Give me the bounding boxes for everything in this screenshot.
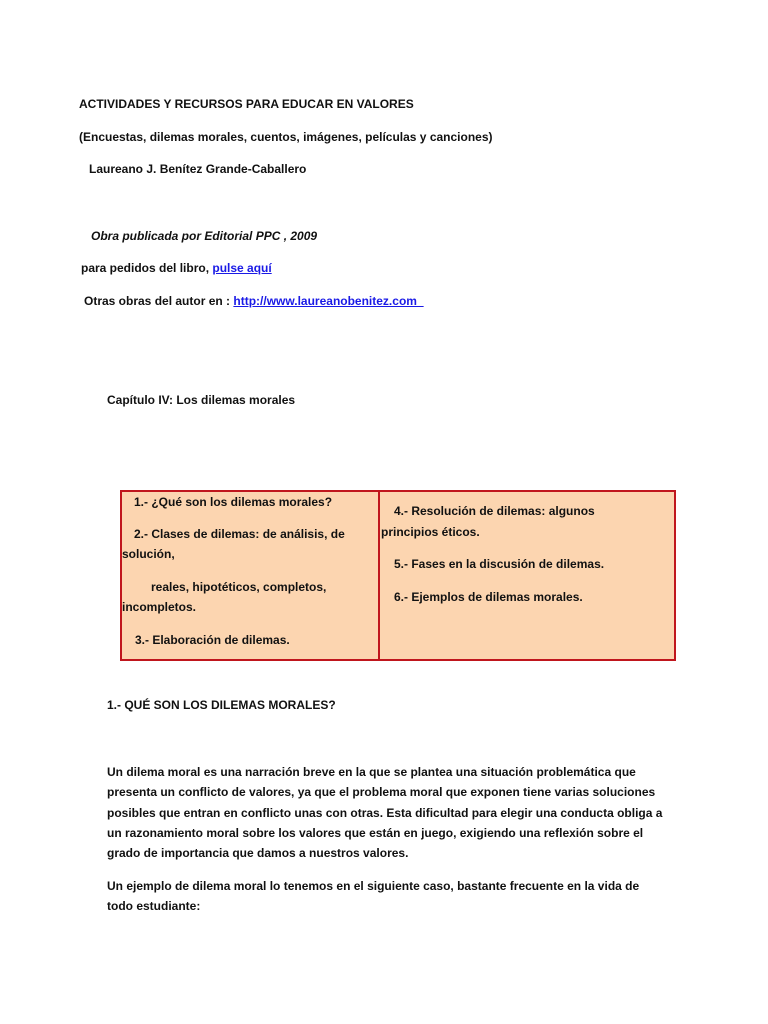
toc-item-3: 3.- Elaboración de dilemas. — [135, 633, 290, 647]
document-subtitle: (Encuestas, dilemas morales, cuentos, imágenes, películas y canciones) — [79, 130, 493, 144]
author-name: Laureano J. Benítez Grande-Caballero — [89, 162, 307, 176]
publication-note: Obra publicada por Editorial PPC , 2009 — [91, 229, 318, 243]
toc-item-2-line-1: 2.- Clases de dilemas: de análisis, de — [134, 527, 345, 541]
toc-item-2-line-2: solución, — [122, 547, 175, 561]
toc-item-4-line-1: 4.- Resolución de dilemas: algunos — [394, 504, 595, 518]
other-works-line — [84, 293, 424, 309]
paragraph-definition: Un dilema moral es una narración breve en la que se plantea una situación problemática que presenta un conflicto de valores, ya que el problema moral que exponen tiene varias soluciones posibles que entran en conflicto unas con otras. Esta dificultad para elegir una conducta obliga a un razonamiento moral sobre los valores que están en juego, exigiendo una reflexión sobre el grado de importancia que damos a nuestros valores. — [107, 765, 663, 861]
toc-item-4-line-2: principios éticos. — [381, 525, 480, 539]
toc-item-2-line-4: incompletos. — [122, 600, 197, 614]
table-of-contents — [120, 490, 676, 661]
toc-item-2-line-3: reales, hipotéticos, completos, — [151, 580, 327, 594]
order-line — [81, 260, 272, 276]
chapter-title: Capítulo IV: Los dilemas morales — [107, 393, 296, 407]
order-prefix: para pedidos del libro, — [81, 261, 213, 275]
author-website-link[interactable]: http://www.laureanobenitez.com — [233, 294, 424, 308]
toc-divider — [378, 492, 380, 659]
toc-item-6: 6.- Ejemplos de dilemas morales. — [394, 590, 583, 604]
paragraph-example-intro: Un ejemplo de dilema moral lo tenemos en el siguiente caso, bastante frecuente en la vida de todo estudiante: — [107, 879, 640, 914]
document-title: ACTIVIDADES Y RECURSOS PARA EDUCAR EN VALORES — [79, 97, 414, 111]
other-works-prefix: Otras obras del autor en : — [84, 294, 234, 308]
toc-item-5: 5.- Fases en la discusión de dilemas. — [394, 557, 605, 571]
section-heading: 1.- QUÉ SON LOS DILEMAS MORALES? — [107, 698, 336, 712]
toc-item-1: 1.- ¿Qué son los dilemas morales? — [134, 495, 333, 509]
order-link[interactable]: pulse aquí — [212, 261, 272, 275]
